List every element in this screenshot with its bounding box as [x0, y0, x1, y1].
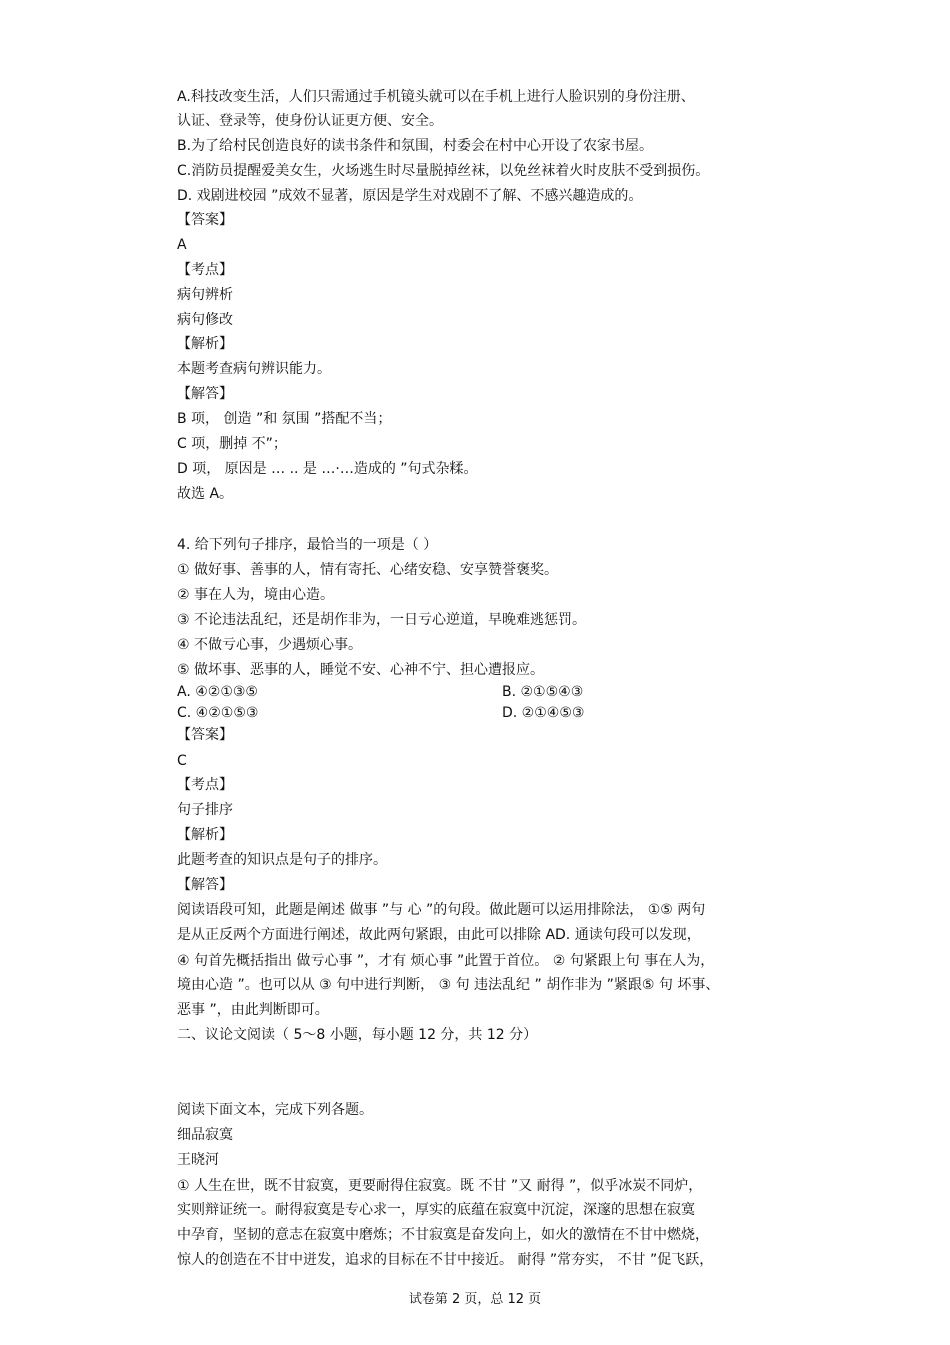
q4-jieda-line4: 境由心造 ”。也可以从 ③ 句中进行判断， ③ 句 违法乱纪 ” 胡作非为 ”紧跟⑤ 句 坏事、 [177, 977, 720, 993]
q4-option-a: A. ④②①③⑤ [177, 684, 258, 700]
q3-kaodian-label: 【考点】 [177, 262, 233, 278]
q4-option-d: D. ②①④⑤③ [502, 705, 585, 721]
q4-jiexi-label: 【解析】 [177, 827, 233, 843]
q4-jiexi: 此题考查的知识点是句子的排序。 [177, 852, 387, 868]
q4-jieda-line1: 阅读语段可知，此题是阐述 做事 ”与 心 ”的句段。做此题可以运用排除法， ①⑤ 两句 [177, 902, 706, 918]
q4-jieda-line3: ④ 句首先概括指出 做亏心事 ”，才有 烦心事 ”此置于首位。 ② 句紧跟上句 事在人为， [177, 953, 715, 969]
q4-sentence-3: ③ 不论违法乱纪，还是胡作非为，一日亏心逆道，早晚难逃惩罚。 [177, 612, 586, 628]
q3-jieda-b: B 项， 创造 ”和 氛围 ”搭配不当； [177, 411, 392, 427]
q3-kaodian-1: 病句辨析 [177, 287, 233, 303]
q4-jieda-line5: 恶事 ”，由此判断即可。 [177, 1002, 329, 1018]
q3-answer-label: 【答案】 [177, 212, 233, 228]
q3-option-b: B.为了给村民创造良好的读书条件和氛围，村委会在村中心开设了农家书屋。 [177, 138, 654, 154]
page-footer: 试卷第 2 页，总 12 页 [408, 1292, 542, 1307]
q4-answer: C [177, 753, 187, 769]
reading-para-line1: ① 人生在世，既不甘寂寞，更要耐得住寂寞。既 不甘 ”又 耐得 ”，似乎冰炭不同炉， [177, 1178, 703, 1194]
q3-option-a-line2: 认证、登录等，使身份认证更方便、安全。 [177, 113, 443, 129]
reading-title: 细品寂寞 [177, 1127, 233, 1143]
q4-sentence-2: ② 事在人为，境由心造。 [177, 587, 335, 603]
q3-jiexi-label: 【解析】 [177, 336, 233, 352]
q3-option-c: C.消防员提醒爱美女生，火场逃生时尽量脱掉丝袜，以免丝袜着火时皮肤不受到损伤。 [177, 163, 710, 179]
q4-jieda-label: 【解答】 [177, 877, 233, 893]
q3-jieda-d: D 项， 原因是 … .. 是 …·…造成的 ”句式杂糅。 [177, 461, 478, 477]
reading-para-line2: 实则辩证统一。耐得寂寞是专心求一，厚实的底蕴在寂寞中沉淀，深邃的思想在寂寞 [177, 1202, 695, 1218]
reading-author: 王晓河 [177, 1152, 219, 1168]
reading-para-line4: 惊人的创造在不甘中迸发，追求的目标在不甘中接近。 耐得 ”常夯实， 不甘 ”促飞跃， [177, 1252, 714, 1268]
q4-jieda-line2: 是从正反两个方面进行阐述，故此两句紧跟，由此可以排除 AD. 通读句段可以发现， [177, 927, 701, 943]
q3-jieda-label: 【解答】 [177, 386, 233, 402]
q3-jiexi: 本题考查病句辨识能力。 [177, 361, 331, 377]
q3-kaodian-2: 病句修改 [177, 312, 233, 328]
q4-sentence-4: ④ 不做亏心事，少遇烦心事。 [177, 637, 363, 653]
reading-instruction: 阅读下面文本，完成下列各题。 [177, 1102, 373, 1118]
q4-option-b: B. ②①⑤④③ [502, 684, 584, 700]
q4-sentence-1: ① 做好事、善事的人，情有寄托、心绪安稳、安享赞誉褒奖。 [177, 562, 558, 578]
q4-sentence-5: ⑤ 做坏事、恶事的人，睡觉不安、心神不宁、担心遭报应。 [177, 662, 544, 678]
q4-kaodian: 句子排序 [177, 802, 233, 818]
q3-answer: A [177, 237, 187, 253]
q3-option-a-line1: A.科技改变生活，人们只需通过手机镜头就可以在手机上进行人脸识别的身份注册、 [177, 89, 695, 105]
q4-answer-label: 【答案】 [177, 727, 233, 743]
q3-conclusion: 故选 A。 [177, 486, 234, 502]
q4-option-c: C. ④②①⑤③ [177, 705, 259, 721]
q3-jieda-c: C 项，删掉 不”； [177, 436, 287, 452]
section-2-heading: 二、议论文阅读（ 5～8 小题，每小题 12 分，共 12 分） [177, 1027, 538, 1043]
q3-option-d: D. 戏剧进校园 ”成效不显著，原因是学生对戏剧不了解、不感兴趣造成的。 [177, 188, 643, 204]
q4-kaodian-label: 【考点】 [177, 777, 233, 793]
q4-question: 4. 给下列句子排序，最恰当的一项是（ ） [177, 537, 438, 553]
reading-para-line3: 中孕育，坚韧的意志在寂寞中磨炼；不甘寂寞是奋发向上，如火的激情在不甘中燃烧， [177, 1227, 709, 1243]
